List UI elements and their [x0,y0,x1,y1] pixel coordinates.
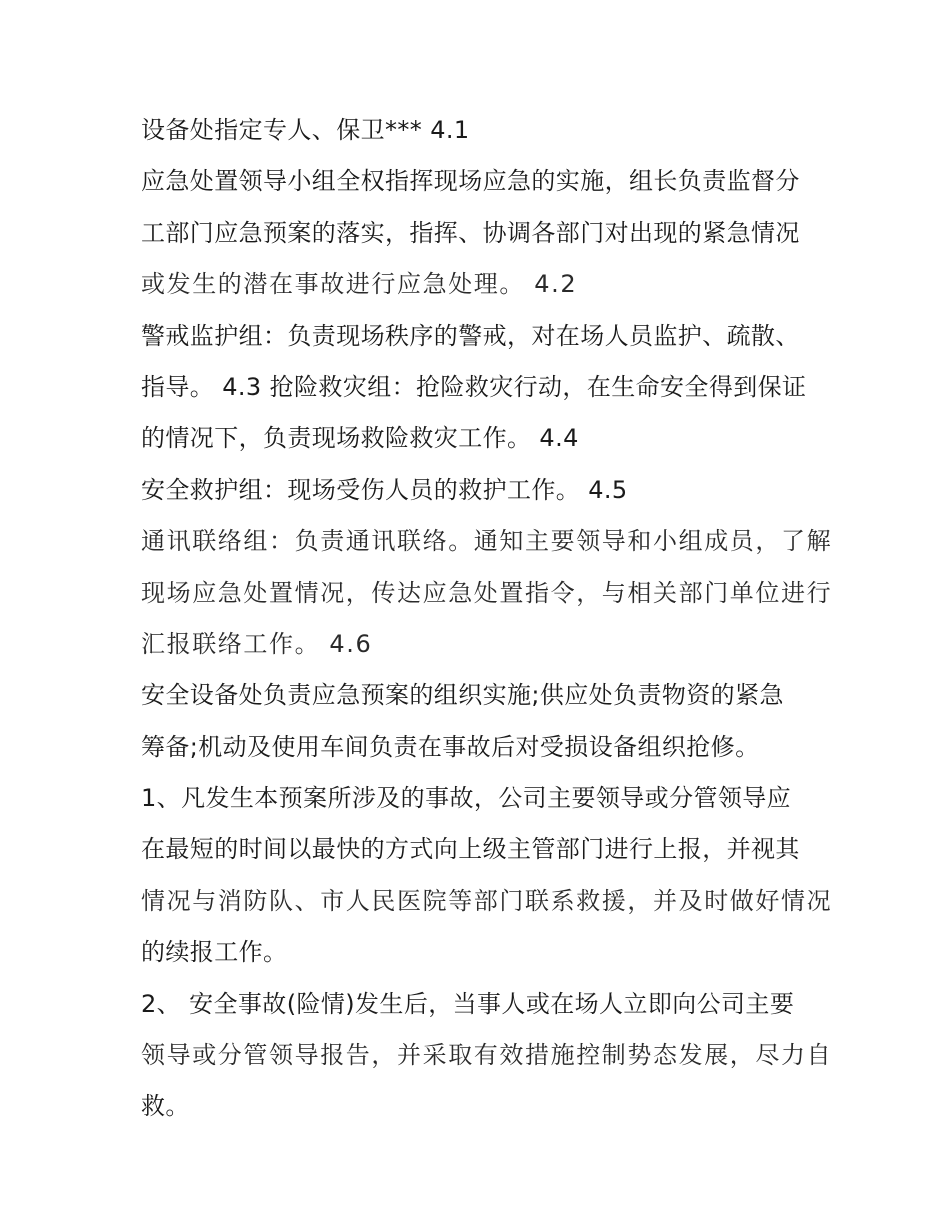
document-body [141,112,833,1140]
text-line: 应急处置领导小组全权指挥现场应急的实施，组长负责监督分 [141,167,800,196]
text-line: 在最短的时间以最快的方式向上级主管部门进行上报，并视其 [141,835,800,864]
text-line: 领导或分管领导报告，并采取有效措施控制势态发展，尽力自 [141,1041,833,1070]
text-line: 设备处指定专人、保卫*** 4.1 [141,116,470,144]
text-line: 警戒监护组：负责现场秩序的警戒，对在场人员监护、疏散、 [141,321,800,350]
text-line: 或发生的潜在事故进行应急处理。 4.2 [141,270,578,299]
text-line: 通讯联络组：负责通讯联络。通知主要领导和小组成员，了解 [141,527,833,556]
text-line: 救。 [141,1092,190,1121]
text-line: 工部门应急预案的落实，指挥、协调各部门对出现的紧急情况 [141,218,800,247]
text-line: 筹备;机动及使用车间负责在事故后对受损设备组织抢修。 [141,732,760,761]
text-line: 现场应急处置情况，传达应急处置指令，与相关部门单位进行 [141,578,833,607]
text-line: 情况与消防队、市人民医院等部门联系救援，并及时做好情况 [141,886,833,915]
text-line: 2、 安全事故(险情)发生后，当事人或在场人立即向公司主要 [141,989,795,1018]
text-line: 指导。 4.3 抢险救灾组：抢险救灾行动，在生命安全得到保证 [141,372,807,401]
text-line: 汇报联络工作。 4.6 [141,629,373,658]
text-line: 的续报工作。 [141,938,288,967]
text-line: 的情况下，负责现场救险救灾工作。 4.4 [141,424,579,453]
text-line: 安全救护组：现场受伤人员的救护工作。 4.5 [141,475,628,504]
text-line: 安全设备处负责应急预案的组织实施;供应处负责物资的紧急 [141,681,784,710]
text-line: 1、凡发生本预案所涉及的事故，公司主要领导或分管领导应 [141,784,792,813]
